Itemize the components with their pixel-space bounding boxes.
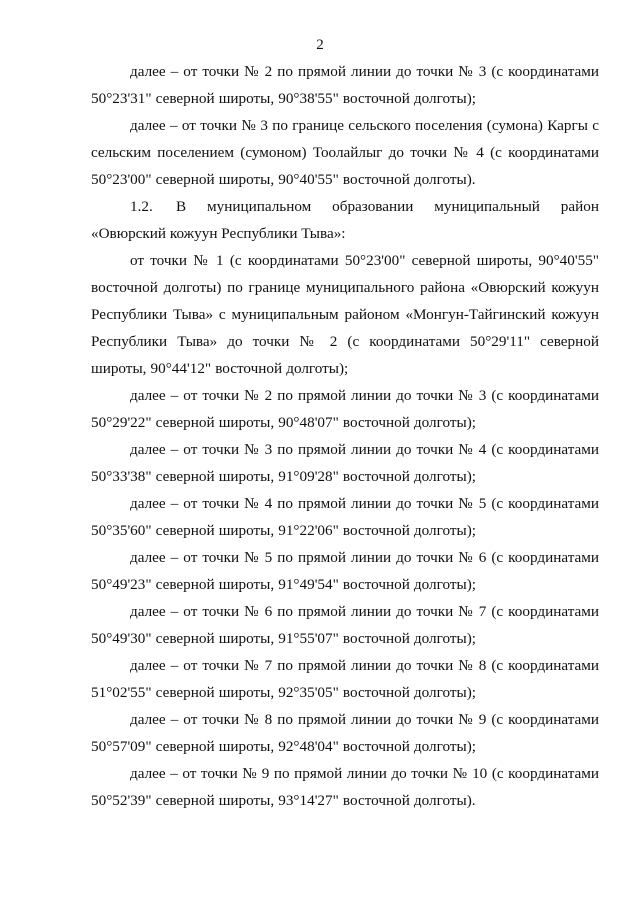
section-heading <box>91 193 599 247</box>
section-number: 1.2. <box>130 198 153 215</box>
paragraph-section-point-4: далее – от точки № 3 по прямой линии до точки № 4 (с координатами 50°33'38" северной широты, 91°09'28" восточной долготы); <box>91 441 599 485</box>
page-number: 2 <box>316 37 324 53</box>
paragraph-section-point-7: далее – от точки № 6 по прямой линии до точки № 7 (с координатами 50°49'30" северной широты, 91°55'07" восточной долготы); <box>91 603 599 647</box>
paragraph-section-point-9: далее – от точки № 8 по прямой линии до точки № 9 (с координатами 50°57'09" северной широты, 92°48'04" восточной долготы); <box>91 711 599 755</box>
paragraph-section-point-3: далее – от точки № 2 по прямой линии до точки № 3 (с координатами 50°29'22" северной широты, 90°48'07" восточной долготы); <box>91 387 599 431</box>
paragraph-point-3: далее – от точки № 2 по прямой линии до точки № 3 (с координатами 50°23'31" северной широты, 90°38'55" восточной долготы); <box>91 63 599 107</box>
paragraph-section-point-5: далее – от точки № 4 по прямой линии до точки № 5 (с координатами 50°35'60" северной широты, 91°22'06" восточной долготы); <box>91 495 599 539</box>
paragraph-point-4: далее – от точки № 3 по границе сельского поселения (сумона) Каргы с сельским поселением (сумоном) Тоолайлыг до точки № 4 (с координатами 50°23'00" северной широты, 90°40'55" восточной долготы). <box>91 117 599 188</box>
paragraph-section-point-6: далее – от точки № 5 по прямой линии до точки № 6 (с координатами 50°49'23" северной широты, 91°49'54" восточной долготы); <box>91 549 599 593</box>
paragraph-section-point-8: далее – от точки № 7 по прямой линии до точки № 8 (с координатами 51°02'55" северной широты, 92°35'05" восточной долготы); <box>91 657 599 701</box>
document-body <box>91 58 599 814</box>
paragraph-section-point-10: далее – от точки № 9 по прямой линии до точки № 10 (с координатами 50°52'39" северной широты, 93°14'27" восточной долготы). <box>91 765 599 809</box>
section-heading-text: В муниципальном образовании муниципальный район «Овюрский кожуун Республики Тыва»: <box>91 198 599 242</box>
paragraph-section-point-1: от точки № 1 (с координатами 50°23'00" северной широты, 90°40'55" восточной долготы) по границе муниципального района «Овюрский кожуун Республики Тыва» с муниципальным районом «Монгун-Тайгинский кожуун Республики Тыва» до точки № 2 (с координатами 50°29'11" северной широты, 90°44'12" восточной долготы); <box>91 252 599 377</box>
